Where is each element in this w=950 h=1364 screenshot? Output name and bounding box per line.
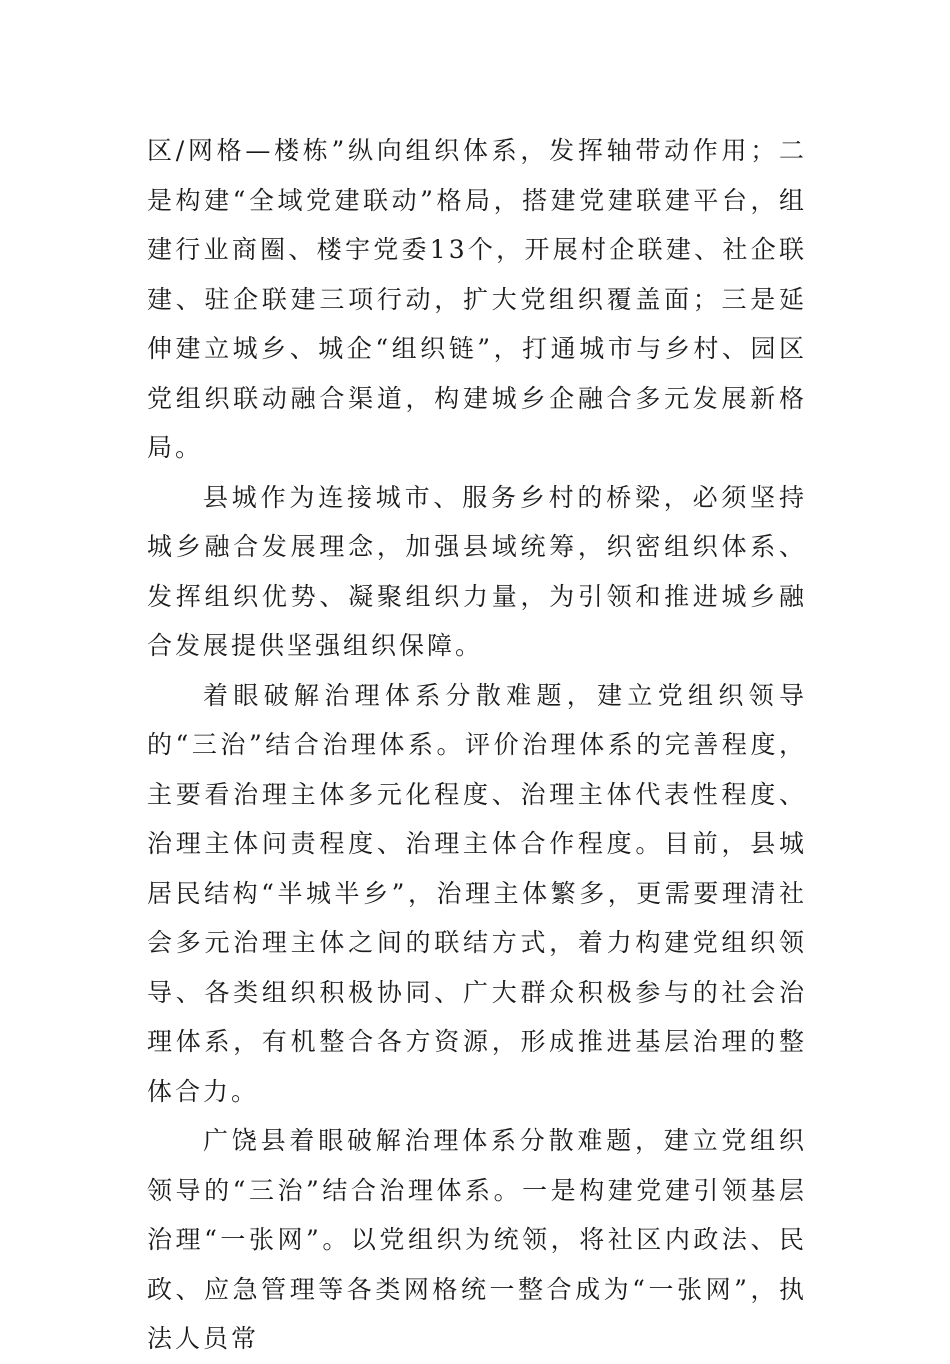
document-body [147,126,807,1364]
paragraph-guangrao-county: 广饶县着眼破解治理体系分散难题，建立党组织领导的“三治”结合治理体系。一是构建党建引领基层治理“一张网”。以党组织为统领，将社区内政法、民政、应急管理等各类网格统一整合成为“一张网”，执法人员常 [147,1126,807,1353]
paragraph-governance-system: 着眼破解治理体系分散难题，建立党组织领导的“三治”结合治理体系。评价治理体系的完善程度，主要看治理主体多元化程度、治理主体代表性程度、治理主体问责程度、治理主体合作程度。目前，县城居民结构“半城半乡”，治理主体繁多，更需要理清社会多元治理主体之间的联结方式，着力构建党组织领导、各类组织积极协同、广大群众积极参与的社会治理体系，有机整合各方资源，形成推进基层治理的整体合力。 [147,680,807,1106]
paragraph-continuation: 区/网格—楼栋”纵向组织体系，发挥轴带动作用；二是构建“全域党建联动”格局，搭建党建联建平台，组建行业商圈、楼宇党委13个，开展村企联建、社企联建、驻企联建三项行动，扩大党组织覆盖面；三是延伸建立城乡、城企“组织链”，打通城市与乡村、园区党组织联动融合渠道，构建城乡企融合多元发展新格局。 [147,136,807,462]
paragraph-county-bridge: 县城作为连接城市、服务乡村的桥梁，必须坚持城乡融合发展理念，加强县域统筹，织密组织体系、发挥组织优势、凝聚组织力量，为引领和推进城乡融合发展提供坚强组织保障。 [147,482,807,660]
